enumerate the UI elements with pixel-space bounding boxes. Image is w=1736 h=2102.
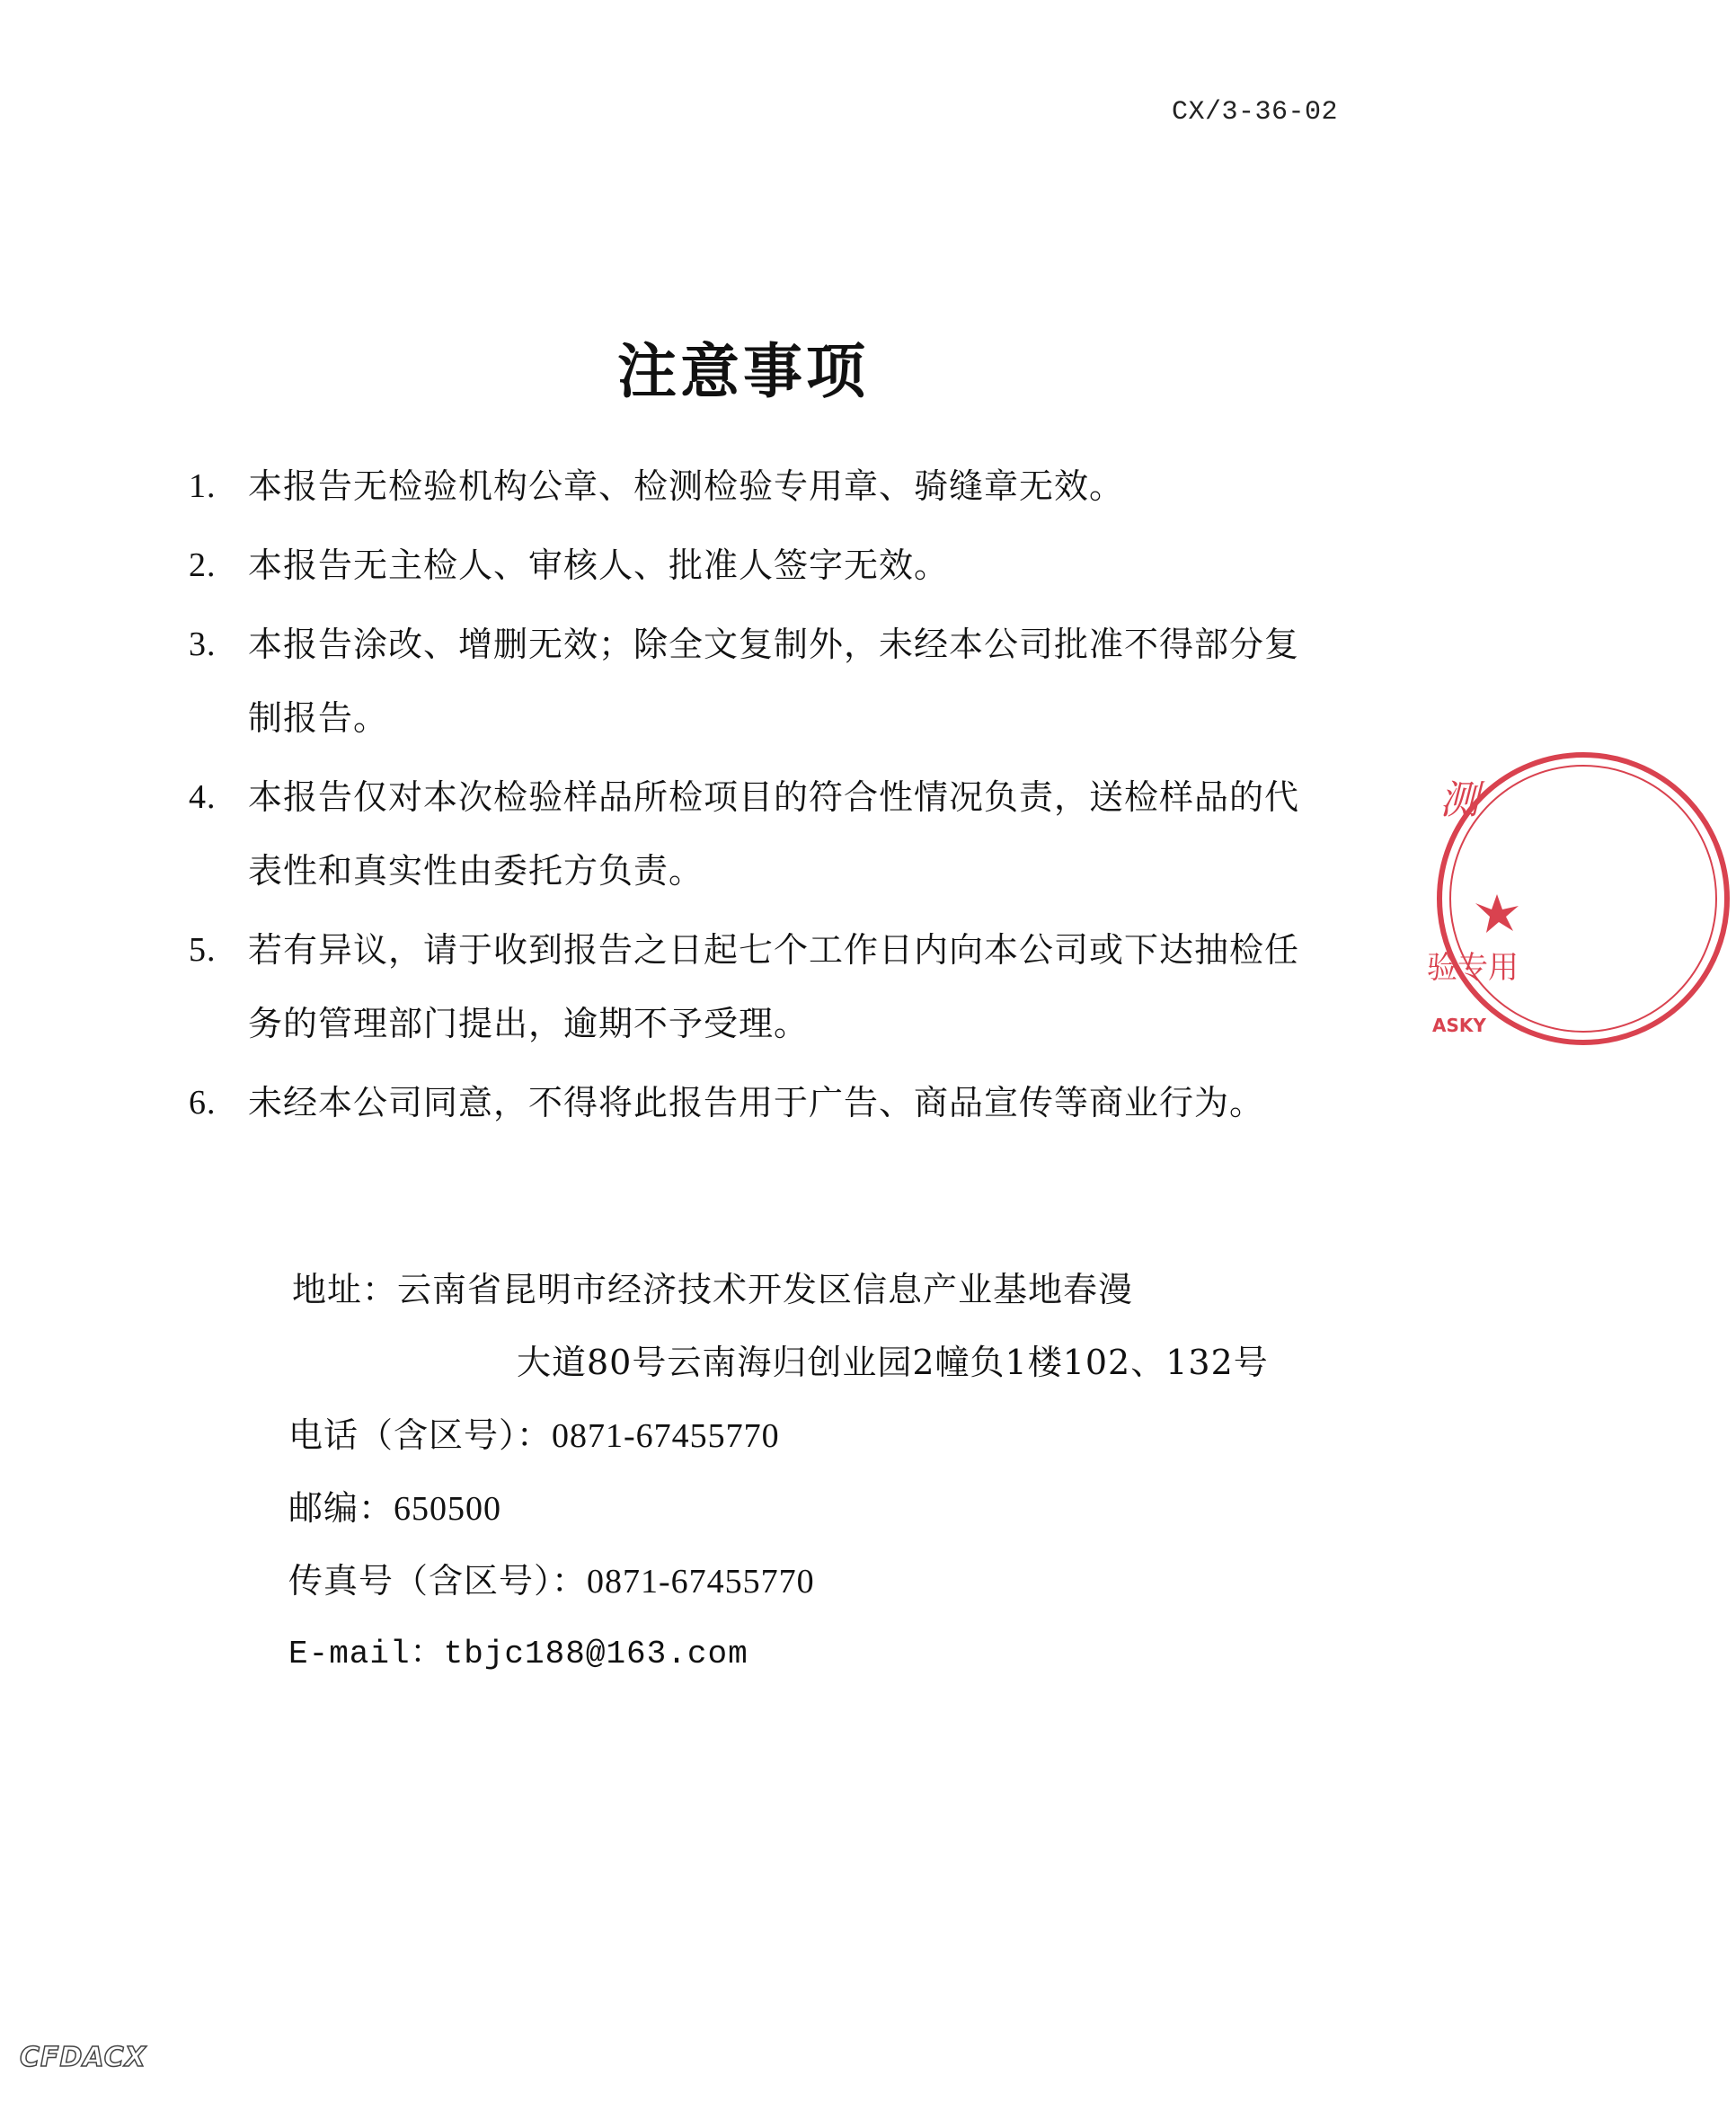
fax-label: 传真号（含区号）： <box>288 1561 588 1601</box>
notice-item <box>189 449 1321 523</box>
address-label: 地址： <box>292 1270 398 1309</box>
address-line1: 云南省昆明市经济技术开发区信息产业基地春漫 <box>397 1270 1134 1309</box>
notice-number: 1. <box>189 467 217 505</box>
notice-text: 本报告无主检人、审核人、批准人签字无效。 <box>248 545 950 585</box>
notice-item <box>189 760 1321 908</box>
notice-text: 若有异议，请于收到报告之日起七个工作日内向本公司或下达抽检任务的管理部门提出，逾期不予受理。 <box>248 930 1300 1043</box>
notice-item <box>189 913 1321 1060</box>
seal-outer-ring <box>1439 755 1727 1042</box>
watermark-logo: CFDACX <box>20 2042 146 2073</box>
email-value: tbjc188@163.com <box>443 1636 748 1672</box>
contact-block <box>288 1254 1370 1690</box>
notice-number: 3. <box>189 625 217 663</box>
notice-text: 未经本公司同意，不得将此报告用于广告、商品宣传等商业行为。 <box>248 1083 1265 1122</box>
seal-inner-ring <box>1450 766 1716 1032</box>
seal-text-top: 测 <box>1439 777 1479 823</box>
notice-item <box>189 608 1321 755</box>
notice-list <box>189 449 1321 1145</box>
notice-item <box>189 1066 1321 1140</box>
phone-value: 0871-67455770 <box>552 1417 780 1455</box>
seal-graphic <box>1427 746 1736 1051</box>
notice-number: 2. <box>189 546 217 584</box>
notice-number: 5. <box>189 931 217 969</box>
fax-value: 0871-67455770 <box>587 1563 815 1601</box>
notice-text: 本报告无检验机构公章、检测检验专用章、骑缝章无效。 <box>248 466 1125 506</box>
notice-text: 本报告仅对本次检验样品所检项目的符合性情况负责，送检样品的代表性和真实性由委托方负责。 <box>248 777 1300 891</box>
postcode-row <box>288 1472 1370 1545</box>
phone-label: 电话（含区号）： <box>288 1415 553 1455</box>
page-title: 注意事项 <box>617 337 869 406</box>
notice-number: 6. <box>189 1084 217 1122</box>
notice-item <box>189 528 1321 602</box>
notice-text: 本报告涂改、增删无效；除全文复制外，未经本公司批准不得部分复制报告。 <box>248 625 1300 738</box>
address-row <box>292 1254 1370 1326</box>
postcode-value: 650500 <box>394 1490 502 1528</box>
seal-star-icon <box>1475 894 1519 933</box>
seal-text-mid: 验专用 <box>1427 950 1519 986</box>
email-row <box>288 1618 1370 1690</box>
fax-row <box>288 1545 1370 1618</box>
address-line2: 大道80号云南海归创业园2幢负1楼102、132号 <box>517 1343 1269 1382</box>
official-seal-stamp <box>1427 746 1519 1051</box>
notice-number: 4. <box>189 778 217 816</box>
address-row-continued <box>292 1326 1370 1399</box>
postcode-label: 邮编： <box>288 1488 394 1528</box>
email-label: E-mail： <box>288 1636 444 1672</box>
phone-row <box>288 1399 1370 1472</box>
document-code: CX/3-36-02 <box>1171 97 1338 128</box>
seal-text-bottom: ASKY <box>1432 1015 1486 1036</box>
